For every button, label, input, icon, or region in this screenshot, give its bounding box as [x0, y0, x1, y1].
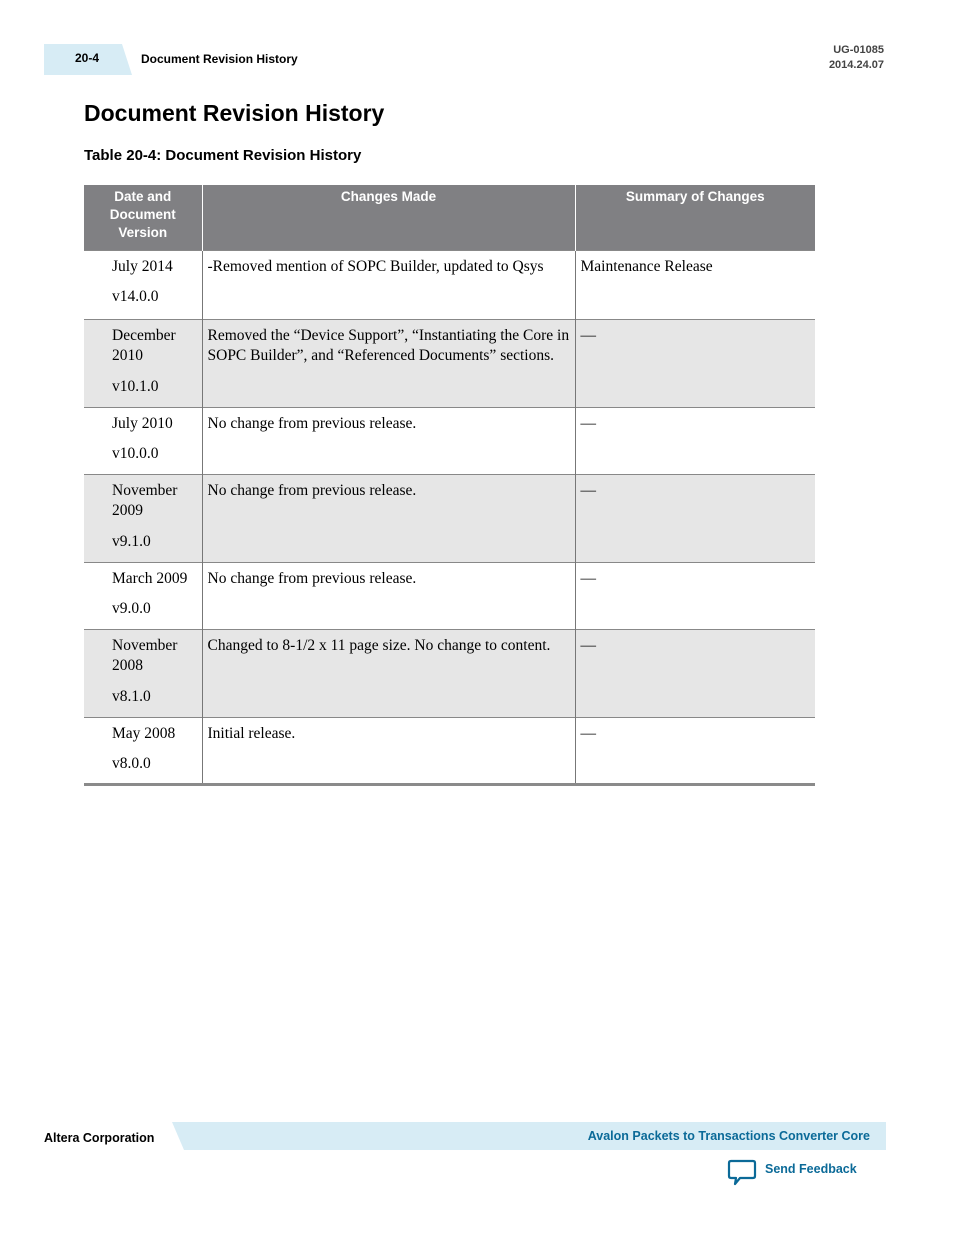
changes-cell: Removed the “Device Support”, “Instantiating the Core in SOPC Builder”, and “Referenced Documents” sections. — [202, 319, 575, 407]
footer-doc-title[interactable]: Avalon Packets to Transactions Converter Core — [587, 1129, 870, 1143]
speech-bubble-icon[interactable] — [727, 1159, 757, 1187]
revision-version: v14.0.0 — [112, 288, 159, 305]
date-cell — [84, 562, 202, 629]
header-section-title: Document Revision History — [141, 52, 298, 66]
revision-version: v8.1.0 — [112, 687, 151, 705]
revision-version: v9.0.0 — [112, 600, 151, 617]
date-cell — [84, 717, 202, 784]
summary-cell: — — [575, 319, 815, 407]
summary-cell: — — [575, 474, 815, 562]
revision-date: July 2014 — [112, 257, 173, 275]
column-header-date: Date and Document Version — [84, 185, 202, 250]
revision-date: March 2009 — [112, 569, 188, 587]
table-row — [84, 250, 815, 319]
page-title: Document Revision History — [84, 100, 385, 126]
column-header-summary: Summary of Changes — [575, 185, 815, 250]
revision-date: December 2010 — [112, 326, 176, 364]
revision-version: v8.0.0 — [112, 755, 151, 772]
revision-version: v9.1.0 — [112, 532, 151, 550]
changes-cell: No change from previous release. — [202, 562, 575, 629]
revision-date: July 2010 — [112, 414, 173, 432]
revision-version: v10.0.0 — [112, 445, 159, 462]
table-header-row — [84, 185, 815, 250]
revision-date: May 2008 — [112, 724, 176, 742]
date-cell — [84, 407, 202, 474]
column-header-changes: Changes Made — [202, 185, 575, 250]
revision-date: November 2009 — [112, 481, 178, 519]
table-row — [84, 319, 815, 407]
table-row — [84, 407, 815, 474]
summary-cell: Maintenance Release — [575, 250, 815, 319]
summary-cell: — — [575, 629, 815, 717]
header-doc-date: 2014.24.07 — [828, 59, 884, 71]
date-cell — [84, 629, 202, 717]
date-cell — [84, 474, 202, 562]
changes-cell: Initial release. — [202, 717, 575, 784]
table-caption: Table 20-4: Document Revision History — [84, 147, 362, 164]
header-doc-number: UG-01085 — [833, 44, 884, 56]
changes-cell: -Removed mention of SOPC Builder, updated to Qsys — [202, 250, 575, 319]
changes-cell: Changed to 8-1/2 x 11 page size. No change to content. — [202, 629, 575, 717]
table-row — [84, 562, 815, 629]
header-doc-id — [829, 43, 884, 73]
send-feedback-link[interactable]: Send Feedback — [765, 1162, 857, 1176]
table-row — [84, 629, 815, 717]
date-cell — [84, 319, 202, 407]
footer-company: Altera Corporation — [44, 1131, 155, 1145]
revision-version: v10.1.0 — [112, 377, 159, 395]
header-page-number: 20-4 — [75, 51, 100, 65]
summary-cell: — — [575, 407, 815, 474]
changes-cell: No change from previous release. — [202, 407, 575, 474]
summary-cell: — — [575, 717, 815, 784]
date-cell — [84, 250, 202, 319]
table-row — [84, 717, 815, 784]
revision-history-table — [84, 185, 815, 786]
table-row — [84, 474, 815, 562]
revision-date: November 2008 — [112, 636, 178, 674]
changes-cell: No change from previous release. — [202, 474, 575, 562]
summary-cell: — — [575, 562, 815, 629]
